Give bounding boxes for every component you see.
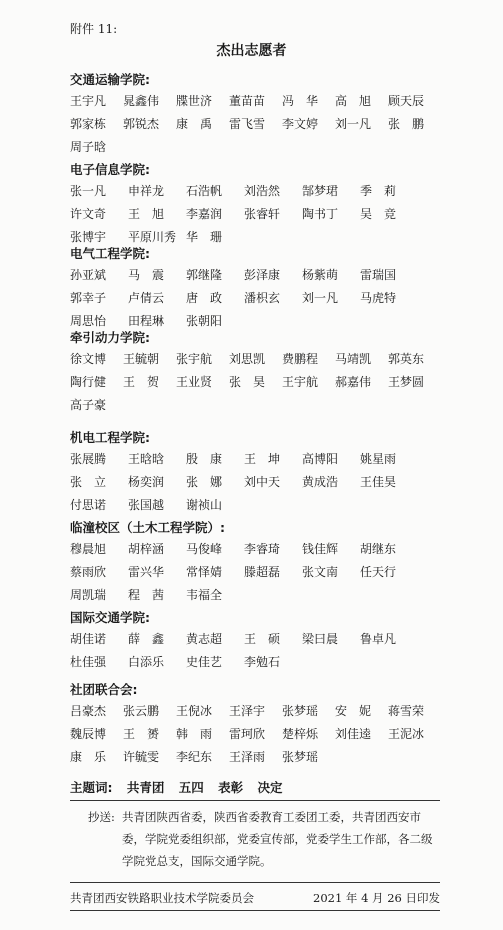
volunteer-name: 徐文博 xyxy=(70,352,107,366)
name-row xyxy=(70,373,450,390)
name-row xyxy=(70,138,450,155)
volunteer-name: 张梦瑶 xyxy=(282,704,319,718)
volunteer-name: 郭英东 xyxy=(388,352,425,366)
volunteer-name: 张展腾 xyxy=(70,452,107,466)
keyword-item: 表彰 xyxy=(218,780,244,795)
volunteer-name: 郭幸子 xyxy=(70,291,107,305)
volunteer-name: 安 妮 xyxy=(335,704,372,718)
volunteer-name: 楚梓烁 xyxy=(282,727,319,741)
volunteer-name: 黄志超 xyxy=(186,632,223,646)
volunteer-name: 雷兴华 xyxy=(128,565,165,579)
volunteer-name: 胡继东 xyxy=(360,542,397,556)
volunteer-name: 张 娜 xyxy=(186,475,223,489)
name-row xyxy=(70,350,450,367)
volunteer-name: 李纪东 xyxy=(176,750,213,764)
volunteer-name: 高博阳 xyxy=(302,452,339,466)
volunteer-name: 王 旭 xyxy=(128,207,165,221)
volunteer-name: 常怿婧 xyxy=(186,565,223,579)
volunteer-name: 陶行健 xyxy=(70,375,107,389)
name-row xyxy=(70,266,450,283)
section-heading: 社团联合会: xyxy=(70,682,138,697)
volunteer-name: 雷飞雪 xyxy=(229,117,266,131)
volunteer-name: 马靖凯 xyxy=(335,352,372,366)
volunteer-name: 张睿轩 xyxy=(244,207,281,221)
volunteer-name: 刘佳逵 xyxy=(335,727,372,741)
volunteer-name: 平原川秀 xyxy=(128,230,177,244)
volunteer-name: 康 乐 xyxy=(70,750,107,764)
section-heading: 电子信息学院: xyxy=(70,162,150,177)
issuing-org: 共青团西安铁路职业技术学院委员会 xyxy=(70,891,254,905)
section-heading: 临潼校区（土木工程学院）: xyxy=(70,520,225,535)
volunteer-name: 张 昊 xyxy=(229,375,266,389)
volunteer-name: 王晗晗 xyxy=(128,452,165,466)
volunteer-name: 卢倩云 xyxy=(128,291,165,305)
name-row xyxy=(70,563,450,580)
volunteer-name: 顾天辰 xyxy=(388,94,425,108)
cc-label: 抄送: xyxy=(88,810,115,824)
section-heading: 机电工程学院: xyxy=(70,430,150,445)
issue-date: 2021 年 4 月 26 日印发 xyxy=(313,891,440,905)
volunteer-name: 张朝阳 xyxy=(186,314,223,328)
volunteer-name: 张文南 xyxy=(302,565,339,579)
volunteer-name: 王佳昊 xyxy=(360,475,397,489)
volunteer-name: 殷 康 xyxy=(186,452,223,466)
keyword-item: 共青团 xyxy=(126,780,165,795)
volunteer-name: 郝嘉伟 xyxy=(335,375,372,389)
volunteer-name: 鲁卓凡 xyxy=(360,632,397,646)
name-row xyxy=(70,92,450,109)
volunteer-name: 姚星雨 xyxy=(360,452,397,466)
keywords-line xyxy=(70,778,293,796)
volunteer-name: 王 硕 xyxy=(244,632,281,646)
name-row xyxy=(70,289,450,306)
volunteer-name: 郭锐杰 xyxy=(123,117,160,131)
volunteer-name: 张 鹏 xyxy=(388,117,425,131)
volunteer-name: 王业贤 xyxy=(176,375,213,389)
volunteer-name: 冯 华 xyxy=(282,94,319,108)
volunteer-name: 王泽宇 xyxy=(229,704,266,718)
name-row xyxy=(70,586,450,603)
volunteer-name: 杜佳强 xyxy=(70,655,107,669)
volunteer-name: 刘浩然 xyxy=(244,184,281,198)
volunteer-name: 马俊峰 xyxy=(186,542,223,556)
volunteer-name: 张梦瑶 xyxy=(282,750,319,764)
volunteer-name: 周思怡 xyxy=(70,314,107,328)
volunteer-name: 刘思凯 xyxy=(229,352,266,366)
volunteer-name: 王宇航 xyxy=(282,375,319,389)
name-row xyxy=(70,450,450,467)
volunteer-name: 王梦圆 xyxy=(388,375,425,389)
name-row xyxy=(70,473,450,490)
volunteer-name: 梁曰晨 xyxy=(302,632,339,646)
volunteer-name: 蒋雪荣 xyxy=(388,704,425,718)
name-row xyxy=(70,228,450,245)
volunteer-name: 胡佳诺 xyxy=(70,632,107,646)
volunteer-name: 杨紫萌 xyxy=(302,268,339,282)
volunteer-name: 王泥冰 xyxy=(388,727,425,741)
volunteer-name: 滕超磊 xyxy=(244,565,281,579)
volunteer-name: 蔡雨欣 xyxy=(70,565,107,579)
volunteer-name: 张 立 xyxy=(70,475,107,489)
volunteer-name: 王 贺 xyxy=(123,375,160,389)
volunteer-name: 吕豪杰 xyxy=(70,704,107,718)
volunteer-name: 马虎特 xyxy=(360,291,397,305)
name-row xyxy=(70,115,450,132)
cc-block xyxy=(88,806,438,872)
volunteer-name: 雷瑞国 xyxy=(360,268,397,282)
name-row xyxy=(70,630,450,647)
name-row xyxy=(70,205,450,222)
volunteer-name: 刘一凡 xyxy=(302,291,339,305)
volunteer-name: 刘一凡 xyxy=(335,117,372,131)
name-row xyxy=(70,540,450,557)
volunteer-name: 黄成浩 xyxy=(302,475,339,489)
volunteer-name: 牒世济 xyxy=(176,94,213,108)
volunteer-name: 晁鑫伟 xyxy=(123,94,160,108)
volunteer-name: 韦福全 xyxy=(186,588,223,602)
name-row xyxy=(70,496,450,513)
volunteer-name: 郭家栋 xyxy=(70,117,107,131)
name-row xyxy=(70,396,450,413)
volunteer-name: 季 莉 xyxy=(360,184,397,198)
name-row xyxy=(70,182,450,199)
volunteer-name: 华 珊 xyxy=(186,230,223,244)
footer xyxy=(70,890,440,906)
section-heading: 国际交通学院: xyxy=(70,610,150,625)
volunteer-name: 郜梦珺 xyxy=(302,184,339,198)
volunteer-name: 许毓雯 xyxy=(123,750,160,764)
volunteer-name: 张云鹏 xyxy=(123,704,160,718)
attachment-label: 附件 11: xyxy=(70,22,118,36)
section-heading: 交通运输学院: xyxy=(70,72,150,87)
volunteer-name: 许文奇 xyxy=(70,207,107,221)
volunteer-name: 王毓朝 xyxy=(123,352,160,366)
keywords-label: 主题词: xyxy=(70,780,113,795)
volunteer-name: 高子豪 xyxy=(70,398,107,412)
volunteer-name: 王 赟 xyxy=(123,727,160,741)
volunteer-name: 康 禹 xyxy=(176,117,213,131)
name-row xyxy=(70,725,450,742)
volunteer-name: 李睿琦 xyxy=(244,542,281,556)
volunteer-name: 陶书丁 xyxy=(302,207,339,221)
volunteer-name: 雷珂欣 xyxy=(229,727,266,741)
volunteer-name: 王 坤 xyxy=(244,452,281,466)
divider-bottom xyxy=(70,910,440,911)
document-title: 杰出志愿者 xyxy=(216,43,287,59)
volunteer-name: 郭继隆 xyxy=(186,268,223,282)
volunteer-name: 孙亚斌 xyxy=(70,268,107,282)
volunteer-name: 潘枳玄 xyxy=(244,291,281,305)
volunteer-name: 彭泽康 xyxy=(244,268,281,282)
volunteer-name: 付思诺 xyxy=(70,498,107,512)
volunteer-name: 张国越 xyxy=(128,498,165,512)
name-row xyxy=(70,748,450,765)
volunteer-name: 周凯瑞 xyxy=(70,588,107,602)
volunteer-name: 高 旭 xyxy=(335,94,372,108)
volunteer-name: 唐 政 xyxy=(186,291,223,305)
volunteer-name: 张宇航 xyxy=(176,352,213,366)
section-heading: 电气工程学院: xyxy=(70,246,150,261)
volunteer-name: 白添乐 xyxy=(128,655,165,669)
volunteer-name: 魏辰博 xyxy=(70,727,107,741)
volunteer-name: 王宇凡 xyxy=(70,94,107,108)
keyword-item: 五四 xyxy=(178,780,204,795)
volunteer-name: 程 茜 xyxy=(128,588,165,602)
section-heading: 牵引动力学院: xyxy=(70,330,150,345)
volunteer-name: 杨奕润 xyxy=(128,475,165,489)
volunteer-name: 王泽雨 xyxy=(229,750,266,764)
name-row xyxy=(70,653,450,670)
volunteer-name: 董苗苗 xyxy=(229,94,266,108)
volunteer-name: 石浩帆 xyxy=(186,184,223,198)
volunteer-name: 田程琳 xyxy=(128,314,165,328)
volunteer-name: 史佳艺 xyxy=(186,655,223,669)
volunteer-name: 韩 雨 xyxy=(176,727,213,741)
volunteer-name: 张一凡 xyxy=(70,184,107,198)
volunteer-name: 李文婷 xyxy=(282,117,319,131)
volunteer-name: 费鹏程 xyxy=(282,352,319,366)
volunteer-name: 刘中天 xyxy=(244,475,281,489)
divider-middle xyxy=(70,882,440,883)
cc-text: 共青团陕西省委，陕西省委教育工委团工委，共青团西安市委，学院党委组织部，党委宣传部，党委学生工作部，各二级学院党总支，国际交通学院。 xyxy=(122,810,433,868)
volunteer-name: 任天行 xyxy=(360,565,397,579)
volunteer-name: 李勉石 xyxy=(244,655,281,669)
volunteer-name: 薛 鑫 xyxy=(128,632,165,646)
volunteer-name: 周子晗 xyxy=(70,140,107,154)
volunteer-name: 李嘉润 xyxy=(186,207,223,221)
volunteer-name: 胡梓涵 xyxy=(128,542,165,556)
volunteer-name: 马 震 xyxy=(128,268,165,282)
divider-top xyxy=(70,800,440,801)
name-row xyxy=(70,312,450,329)
volunteer-name: 张博宇 xyxy=(70,230,107,244)
name-row xyxy=(70,702,450,719)
volunteer-name: 谢祯山 xyxy=(186,498,223,512)
volunteer-name: 王倪冰 xyxy=(176,704,213,718)
volunteer-name: 申祥龙 xyxy=(128,184,165,198)
volunteer-name: 吴 竞 xyxy=(360,207,397,221)
volunteer-name: 穆晨旭 xyxy=(70,542,107,556)
keyword-item: 决定 xyxy=(257,780,283,795)
volunteer-name: 钱佳辉 xyxy=(302,542,339,556)
